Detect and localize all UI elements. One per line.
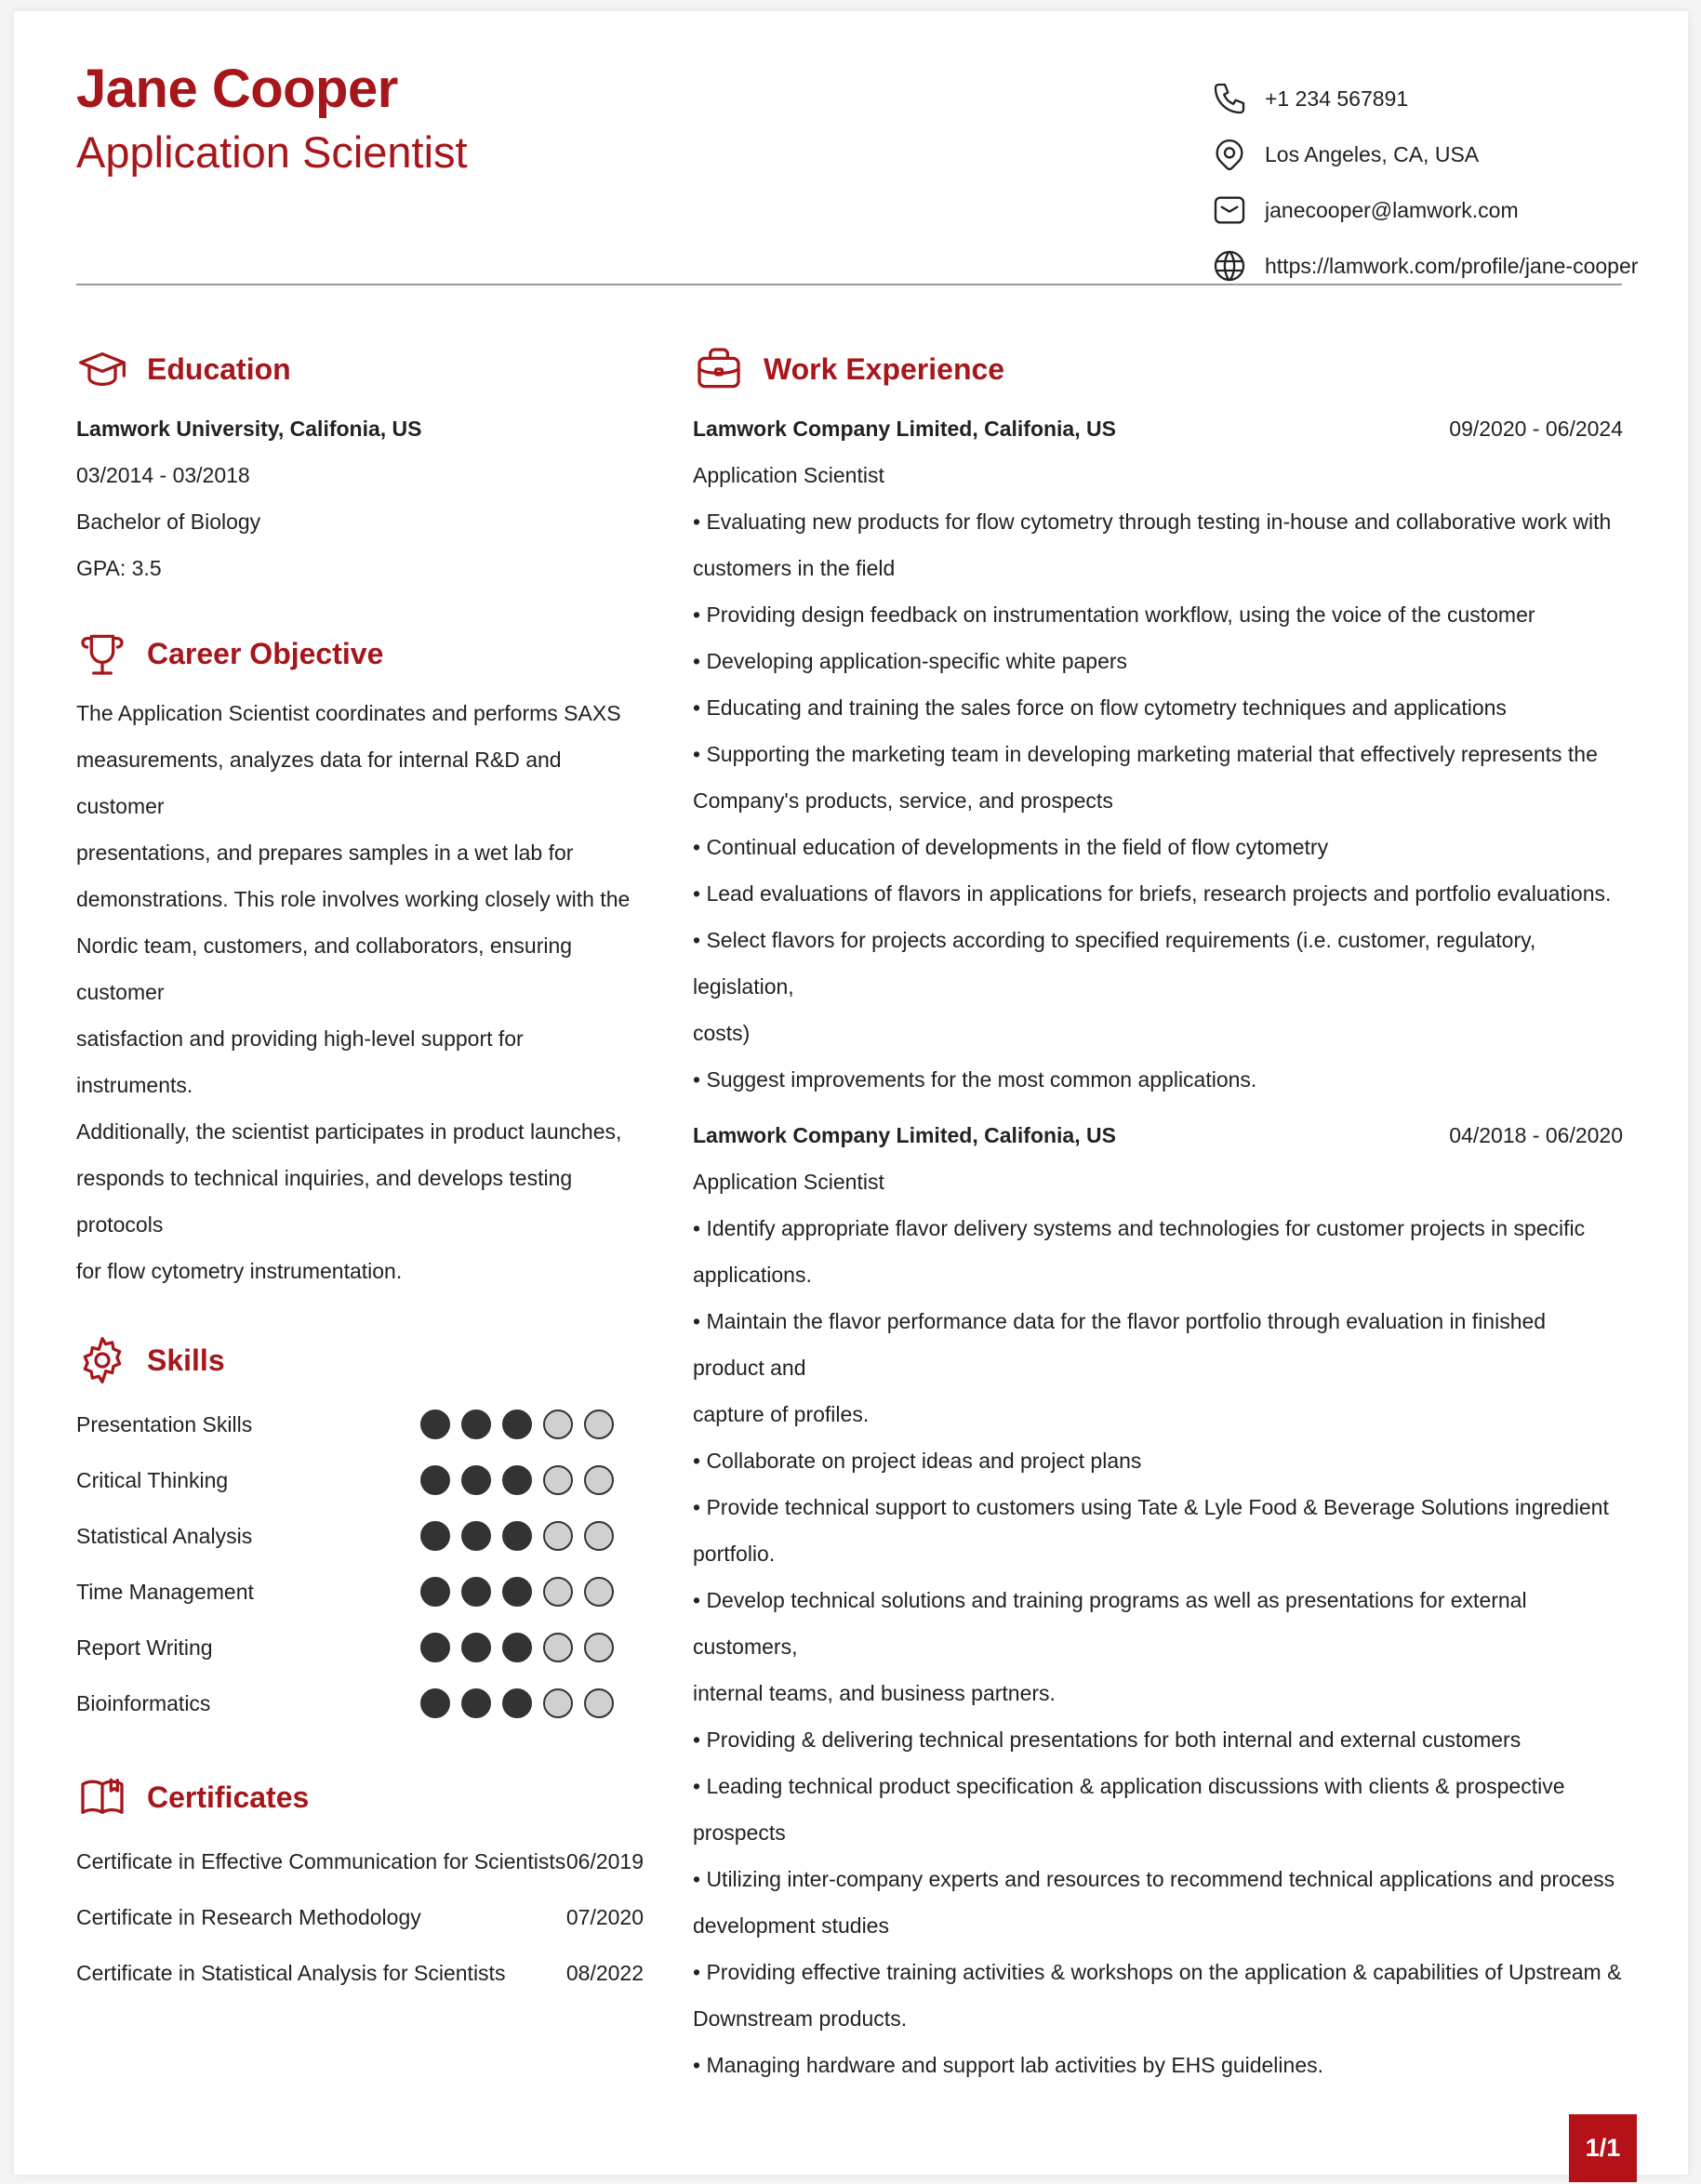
rating-dot-filled [461, 1633, 491, 1662]
rating-dot-filled [502, 1465, 532, 1495]
rating-dot-empty [543, 1410, 573, 1439]
objective-line: responds to technical inquiries, and develops testing protocols [76, 1166, 573, 1237]
job-bullet: portfolio. [693, 1542, 776, 1566]
objective-line: demonstrations. This role involves working closely with the [76, 887, 631, 911]
education-school: Lamwork University, Califonia, US [76, 417, 422, 441]
work-title: Work Experience [764, 351, 1005, 386]
certificate-row [76, 1945, 644, 2001]
skill-name: Critical Thinking [76, 1467, 229, 1492]
graduation-cap-icon [76, 343, 128, 395]
job-bullet: • Lead evaluations of flavors in applications for briefs, research projects and portfolio evaluations. [693, 881, 1612, 906]
right-column [693, 337, 1623, 2088]
rating-dot-filled [461, 1521, 491, 1551]
rating-dot-filled [502, 1633, 532, 1662]
skill-name: Presentation Skills [76, 1411, 253, 1436]
job-bullet: development studies [693, 1913, 889, 1938]
rating-dot-empty [584, 1465, 614, 1495]
website-link[interactable]: https://lamwork.com/profile/jane-cooper [1265, 253, 1639, 278]
job-dates: 04/2018 - 06/2020 [1449, 1123, 1623, 1147]
objective-line: The Application Scientist coordinates and performs SAXS [76, 701, 621, 725]
skill-name: Time Management [76, 1579, 254, 1604]
job-bullet: • Developing application-specific white papers [693, 649, 1128, 673]
education-title: Education [147, 351, 291, 386]
education-degree: Bachelor of Biology [76, 510, 261, 534]
rating-dot-empty [584, 1521, 614, 1551]
rating-dot-filled [461, 1465, 491, 1495]
rating-dot-empty [584, 1410, 614, 1439]
globe-icon [1211, 247, 1248, 285]
resume-page [14, 11, 1688, 2175]
job-entry [693, 405, 1623, 1103]
skills-title: Skills [147, 1343, 225, 1377]
gear-icon [76, 1334, 128, 1386]
job-bullet: • Collaborate on project ideas and project plans [693, 1449, 1142, 1473]
skill-rating [420, 1633, 625, 1662]
job-header [693, 1112, 1623, 1158]
skill-name: Statistical Analysis [76, 1523, 253, 1548]
contact-list [1211, 71, 1638, 294]
candidate-name: Jane Cooper [76, 59, 398, 119]
certificate-name: Certificate in Effective Communication for Scientists [76, 1848, 566, 1873]
rating-dot-empty [543, 1688, 573, 1718]
objective-line: measurements, analyzes data for internal R&D and customer [76, 748, 562, 818]
contact-location [1211, 126, 1638, 182]
job-bullet: • Providing effective training activities & workshops on the application & capabilities of Upstream & [693, 1960, 1622, 1984]
certificate-name: Certificate in Research Methodology [76, 1904, 421, 1929]
objective-line: presentations, and prepares samples in a wet lab for [76, 841, 574, 865]
rating-dot-filled [461, 1688, 491, 1718]
rating-dot-empty [543, 1577, 573, 1607]
rating-dot-empty [543, 1465, 573, 1495]
job-header [693, 405, 1623, 452]
job-bullet: • Maintain the flavor performance data for the flavor portfolio through evaluation in finished product and [693, 1309, 1547, 1380]
location-text: Los Angeles, CA, USA [1265, 141, 1480, 166]
skill-row [76, 1675, 644, 1731]
job-bullet: • Evaluating new products for flow cytometry through testing in-house and collaborative work with [693, 510, 1612, 534]
job-dates: 09/2020 - 06/2024 [1449, 417, 1623, 441]
job-bullet: • Continual education of developments in the field of flow cytometry [693, 835, 1329, 859]
skill-rating [420, 1577, 625, 1607]
job-bullet: • Providing design feedback on instrumentation workflow, using the voice of the customer [693, 602, 1535, 627]
job-bullet: • Utilizing inter-company experts and resources to recommend technical applications and process [693, 1867, 1615, 1891]
rating-dot-filled [502, 1410, 532, 1439]
job-role: Application Scientist [693, 463, 884, 487]
job-bullet: • Select flavors for projects according to specified requirements (i.e. customer, regulatory, legislation, [693, 928, 1536, 999]
objective-title: Career Objective [147, 636, 384, 670]
objective-line: for flow cytometry instrumentation. [76, 1259, 403, 1283]
page-indicator: 1/1 [1569, 2114, 1637, 2182]
certificates-title: Certificates [147, 1780, 310, 1814]
header-divider [76, 284, 1622, 285]
skill-row [76, 1452, 644, 1508]
skill-row [76, 1564, 644, 1620]
objective-line: Nordic team, customers, and collaborators, ensuring customer [76, 933, 573, 1004]
skill-rating [420, 1410, 625, 1439]
job-company: Lamwork Company Limited, Califonia, US [693, 1123, 1116, 1147]
skills-list [76, 1396, 644, 1731]
trophy-icon [76, 628, 128, 680]
rating-dot-empty [543, 1633, 573, 1662]
job-role: Application Scientist [693, 1170, 884, 1194]
certificate-name: Certificate in Statistical Analysis for Scientists [76, 1960, 506, 1985]
work-heading [693, 337, 1623, 402]
job-entry [693, 1112, 1623, 2088]
rating-dot-filled [420, 1633, 450, 1662]
rating-dot-filled [502, 1577, 532, 1607]
briefcase-icon [693, 343, 745, 395]
job-bullet: • Develop technical solutions and training programs as well as presentations for external customers, [693, 1588, 1527, 1659]
job-bullet: Downstream products. [693, 2006, 908, 2031]
job-bullet: Company's products, service, and prospects [693, 788, 1113, 813]
contact-website [1211, 238, 1638, 294]
job-bullet: • Leading technical product specification & application discussions with clients & prospective prospects [693, 1774, 1565, 1845]
education-dates: 03/2014 - 03/2018 [76, 463, 250, 487]
rating-dot-filled [420, 1577, 450, 1607]
job-bullet: costs) [693, 1021, 751, 1045]
certificate-date: 06/2019 [565, 1848, 644, 1873]
certificates-list [76, 1833, 644, 2001]
rating-dot-filled [420, 1465, 450, 1495]
contact-phone [1211, 71, 1638, 126]
rating-dot-filled [502, 1688, 532, 1718]
rating-dot-filled [420, 1521, 450, 1551]
education-heading [76, 337, 644, 402]
contact-email [1211, 182, 1638, 238]
email-text[interactable]: janecooper@lamwork.com [1265, 197, 1519, 222]
rating-dot-empty [543, 1521, 573, 1551]
certificate-row [76, 1833, 644, 1889]
skill-name: Report Writing [76, 1635, 213, 1660]
rating-dot-filled [420, 1410, 450, 1439]
job-bullet: • Providing & delivering technical presentations for both internal and external customers [693, 1727, 1522, 1752]
rating-dot-filled [461, 1410, 491, 1439]
job-bullet: • Provide technical support to customers using Tate & Lyle Food & Beverage Solutions ingredient [693, 1495, 1609, 1519]
job-bullet: capture of profiles. [693, 1402, 870, 1426]
rating-dot-filled [461, 1577, 491, 1607]
rating-dot-empty [584, 1688, 614, 1718]
certificate-row [76, 1889, 644, 1945]
objective-text [76, 690, 644, 1294]
education-gpa: GPA: 3.5 [76, 556, 162, 580]
objective-line: Additionally, the scientist participates in product launches, [76, 1119, 622, 1144]
certificate-date: 07/2020 [565, 1904, 644, 1929]
skill-name: Bioinformatics [76, 1690, 211, 1715]
rating-dot-empty [584, 1577, 614, 1607]
rating-dot-empty [584, 1633, 614, 1662]
job-bullet: • Educating and training the sales force on flow cytometry techniques and applications [693, 695, 1507, 720]
certificates-heading [76, 1765, 644, 1830]
skill-rating [420, 1688, 625, 1718]
certificate-date: 08/2022 [565, 1960, 644, 1985]
skill-rating [420, 1465, 625, 1495]
skill-row [76, 1620, 644, 1675]
job-bullet: • Managing hardware and support lab activities by EHS guidelines. [693, 2053, 1323, 2077]
job-bullet: customers in the field [693, 556, 896, 580]
left-column [76, 337, 644, 2001]
phone-icon [1211, 80, 1248, 117]
job-bullet: • Identify appropriate flavor delivery systems and technologies for customer projects in specific [693, 1216, 1586, 1240]
objective-heading [76, 621, 644, 686]
skill-rating [420, 1521, 625, 1551]
objective-line: satisfaction and providing high-level support for instruments. [76, 1026, 524, 1097]
skills-heading [76, 1328, 644, 1393]
book-icon [76, 1771, 128, 1823]
rating-dot-filled [502, 1521, 532, 1551]
rating-dot-filled [420, 1688, 450, 1718]
skill-row [76, 1508, 644, 1564]
mail-icon [1211, 192, 1248, 229]
job-company: Lamwork Company Limited, Califonia, US [693, 417, 1116, 441]
phone-text: +1 234 567891 [1265, 86, 1409, 111]
candidate-title: Application Scientist [76, 127, 468, 177]
job-bullet: • Supporting the marketing team in developing marketing material that effectively represents the [693, 742, 1598, 766]
skill-row [76, 1396, 644, 1452]
job-bullet: • Suggest improvements for the most common applications. [693, 1067, 1257, 1092]
location-pin-icon [1211, 136, 1248, 173]
job-bullet: applications. [693, 1263, 812, 1287]
job-bullet: internal teams, and business partners. [693, 1681, 1056, 1705]
